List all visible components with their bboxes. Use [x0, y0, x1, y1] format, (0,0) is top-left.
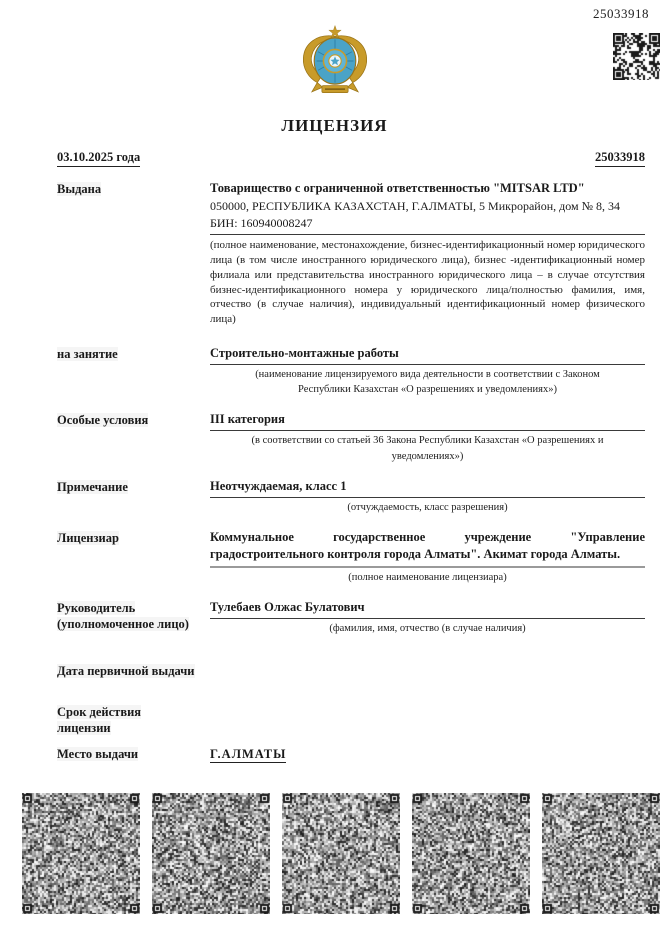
field-label: Выдана	[57, 182, 102, 196]
qr-code-icon	[613, 33, 660, 80]
field-caption: (полное наименование лицензиара)	[348, 571, 507, 583]
field-rule	[210, 364, 645, 365]
field-licensor	[57, 529, 645, 585]
field-validity	[57, 703, 645, 737]
digital-signature-stamps-row	[22, 793, 660, 914]
licensee-organization: Товарищество с ограниченной ответственностью "MITSAR LTD"	[210, 181, 585, 195]
digital-signature-stamp-block	[542, 793, 660, 914]
field-special-conditions	[57, 411, 645, 463]
field-caption: (полное наименование, местонахождение, бизнес-идентификационный номер юридического лица (в том числе иностранного юридического лица), бизнес -идентификационный номер филиала или представительства иностранного юридического лица – в случае отсутствия бизнес-идентификационного номера у юридического лица/полностью фамилия, имя, отчество (в случае наличия), индивидуальный идентификационный номер физического лица)	[210, 239, 645, 326]
emblem-container	[0, 24, 669, 98]
digital-signature-stamp-block	[282, 793, 400, 914]
field-label: Место выдачи	[57, 746, 139, 761]
field-rule	[210, 566, 645, 568]
digital-signature-stamp-block	[152, 793, 270, 914]
validity-value	[167, 703, 645, 737]
field-label: на занятие	[57, 347, 118, 362]
field-label-line2: (уполномоченное лицо)	[57, 617, 189, 632]
field-note	[57, 478, 645, 515]
field-head	[57, 599, 645, 636]
field-rule	[210, 497, 645, 498]
field-caption: (наименование лицензируемого вида деятельности в соответствии с Законом Республики Казахстан «О разрешениях и уведомлениях»)	[255, 369, 600, 396]
kazakhstan-coat-of-arms-icon	[296, 24, 374, 98]
field-caption: (отчуждаемость, класс разрешения)	[347, 501, 508, 513]
licensee-bin: БИН: 160940008247	[210, 216, 313, 231]
field-label: Срок действия лицензии	[57, 705, 142, 736]
issue-place-value: Г.АЛМАТЫ	[210, 746, 287, 761]
field-label: Особые условия	[57, 413, 149, 428]
field-rule	[210, 234, 645, 235]
document-title: ЛИЦЕНЗИЯ	[281, 116, 388, 135]
document-body	[57, 150, 645, 777]
field-label: Лицензиар	[57, 530, 119, 545]
field-label: Примечание	[57, 479, 128, 494]
field-issue-place	[57, 745, 645, 763]
field-caption: (фамилия, имя, отчество (в случае наличия)	[329, 622, 526, 634]
field-activity	[57, 345, 645, 397]
field-rule	[210, 430, 645, 431]
special-conditions-value: III категория	[210, 412, 285, 427]
document-number-top: 25033918	[593, 6, 649, 21]
field-label: Руководитель	[57, 600, 136, 615]
head-name: Тулебаев Олжас Булатович	[210, 599, 365, 614]
field-caption: (в соответствии со статьей 36 Закона Республики Казахстан «О разрешениях и уведомлениях»)	[251, 435, 604, 462]
digital-signature-stamp-block	[412, 793, 530, 914]
date-and-number-row	[57, 150, 645, 167]
licensee-address: 050000, РЕСПУБЛИКА КАЗАХСТАН, Г.АЛМАТЫ, 5 Микрорайон, дом № 8, 34	[210, 198, 621, 213]
field-rule	[210, 618, 645, 619]
license-number: 25033918	[595, 150, 645, 167]
field-label: Дата первичной выдачи	[57, 663, 195, 678]
issue-date: 03.10.2025 года	[57, 150, 140, 167]
note-value: Неотчуждаемая, класс 1	[210, 478, 347, 493]
activity-value: Строительно-монтажные работы	[210, 346, 399, 361]
field-first-issue-date	[57, 662, 645, 679]
field-issued-to	[57, 180, 645, 327]
qr-code-top-right	[613, 33, 660, 85]
first-issue-date-value	[277, 662, 645, 679]
digital-signature-stamp-block	[22, 793, 140, 914]
licensor-value: Коммунальное государственное учреждение "Управление градостроительного контроля города Алматы". Акимат города Алматы.	[210, 529, 645, 561]
